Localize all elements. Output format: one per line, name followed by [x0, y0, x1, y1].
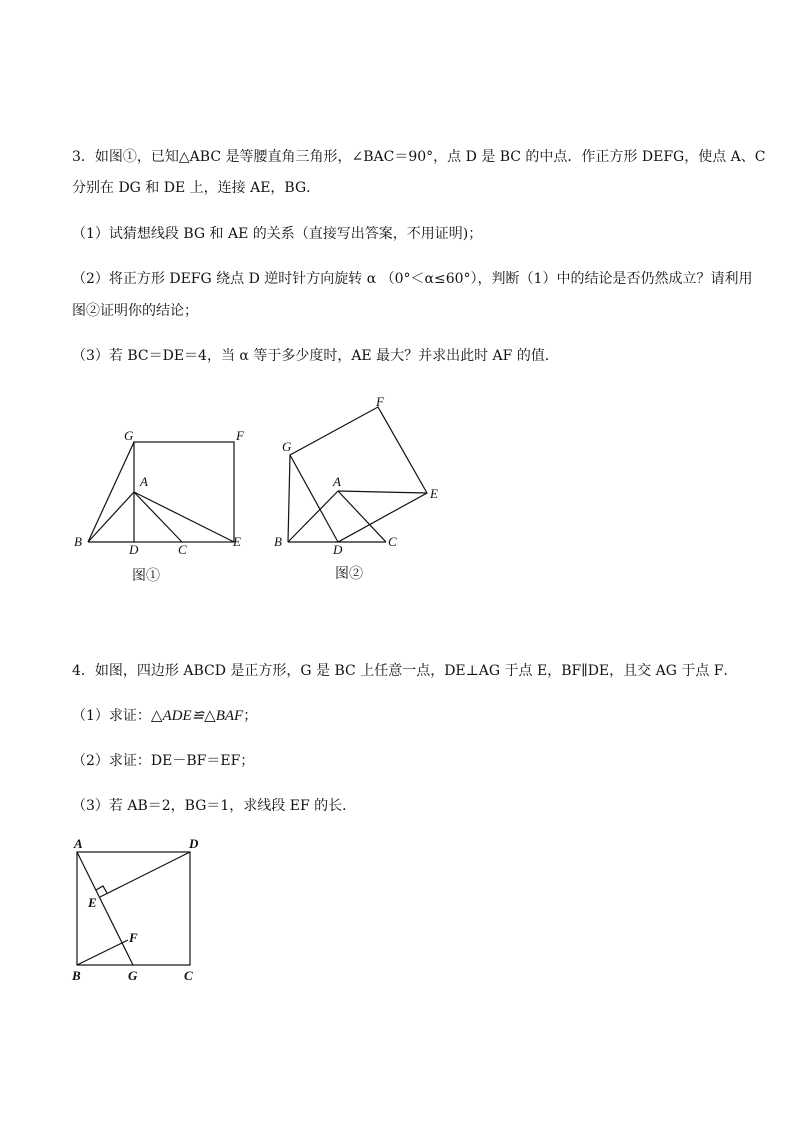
- label-a: A: [333, 474, 341, 489]
- label-f: F: [129, 930, 138, 945]
- square-defg-rotated: [290, 407, 427, 542]
- right-angle-mark: [96, 886, 107, 893]
- label-e: E: [430, 486, 438, 501]
- label-d: D: [189, 836, 199, 851]
- segment-ac: [134, 492, 182, 542]
- square-defg: [134, 442, 234, 542]
- label-e: E: [88, 895, 97, 910]
- label-c: C: [388, 534, 397, 549]
- label-d: D: [129, 542, 139, 557]
- figure-2: [265, 390, 465, 590]
- figure-2-caption: 图②: [335, 566, 363, 582]
- label-d: D: [333, 542, 343, 557]
- problem4-statement: 4．如图，四边形 ABCD 是正方形，G 是 BC 上任意一点，DE⊥AG 于点 E，BF∥DE，且交 AG 于点 F．: [72, 663, 738, 679]
- label-a: A: [74, 836, 83, 851]
- problem3-question1: （1）试猜想线段 BG 和 AE 的关系（直接写出答案，不用证明)；: [72, 226, 483, 242]
- segment-bg: [288, 455, 290, 542]
- label-g: G: [124, 428, 134, 443]
- segment-de: [100, 852, 190, 897]
- label-f: F: [376, 394, 384, 409]
- problem4-question1-prefix: （1）求证：: [72, 708, 151, 724]
- label-g: G: [128, 968, 138, 983]
- segment-ac: [338, 491, 386, 542]
- figure-square-abcd: [60, 830, 220, 990]
- problem4-question1: [72, 707, 257, 725]
- label-f: F: [236, 428, 244, 443]
- label-b: B: [274, 534, 282, 549]
- figure-2-lines: [288, 407, 427, 542]
- segment-ae: [134, 492, 234, 542]
- problem3-statement-line1: 3．如图①，已知△ABC 是等腰直角三角形，∠BAC＝90°，点 D 是 BC 的中点．作正方形 DEFG，使点 A、C: [72, 149, 766, 165]
- label-c: C: [178, 542, 187, 557]
- label-c: C: [184, 968, 193, 983]
- label-b: B: [74, 534, 82, 549]
- problem3-question3: （3）若 BC＝DE＝4，当 α 等于多少度时，AE 最大？并求出此时 AF 的值．: [72, 348, 559, 364]
- label-e: E: [233, 534, 241, 549]
- label-b: B: [72, 968, 81, 983]
- problem4-question1-math: △ADE≌△BAF: [150, 708, 244, 724]
- problem4-question1-suffix: ；: [243, 708, 258, 724]
- segment-ab: [288, 491, 338, 542]
- problem3-question2-line1: （2）将正方形 DEFG 绕点 D 逆时针方向旋转 α （0°＜α≤60°），判断（1）中的结论是否仍然成立？请利用: [72, 271, 753, 287]
- segment-ae: [338, 491, 427, 493]
- label-a: A: [140, 474, 148, 489]
- figure-1-caption: 图①: [132, 568, 160, 584]
- figure-1: [60, 420, 260, 590]
- problem3-statement-line2: 分别在 DG 和 DE 上，连接 AE，BG．: [72, 180, 321, 196]
- segment-bf: [77, 940, 128, 965]
- segment-bg: [88, 442, 134, 542]
- figure-1-lines: [88, 442, 234, 542]
- problem3-question2-line2: 图②证明你的结论；: [72, 303, 198, 319]
- problem4-question3: （3）若 AB＝2，BG＝1，求线段 EF 的长．: [72, 798, 357, 814]
- segment-ag: [77, 852, 133, 965]
- problem4-question2: （2）求证：DE－BF＝EF；: [72, 753, 255, 769]
- segment-ab: [88, 492, 134, 542]
- label-g: G: [282, 439, 292, 454]
